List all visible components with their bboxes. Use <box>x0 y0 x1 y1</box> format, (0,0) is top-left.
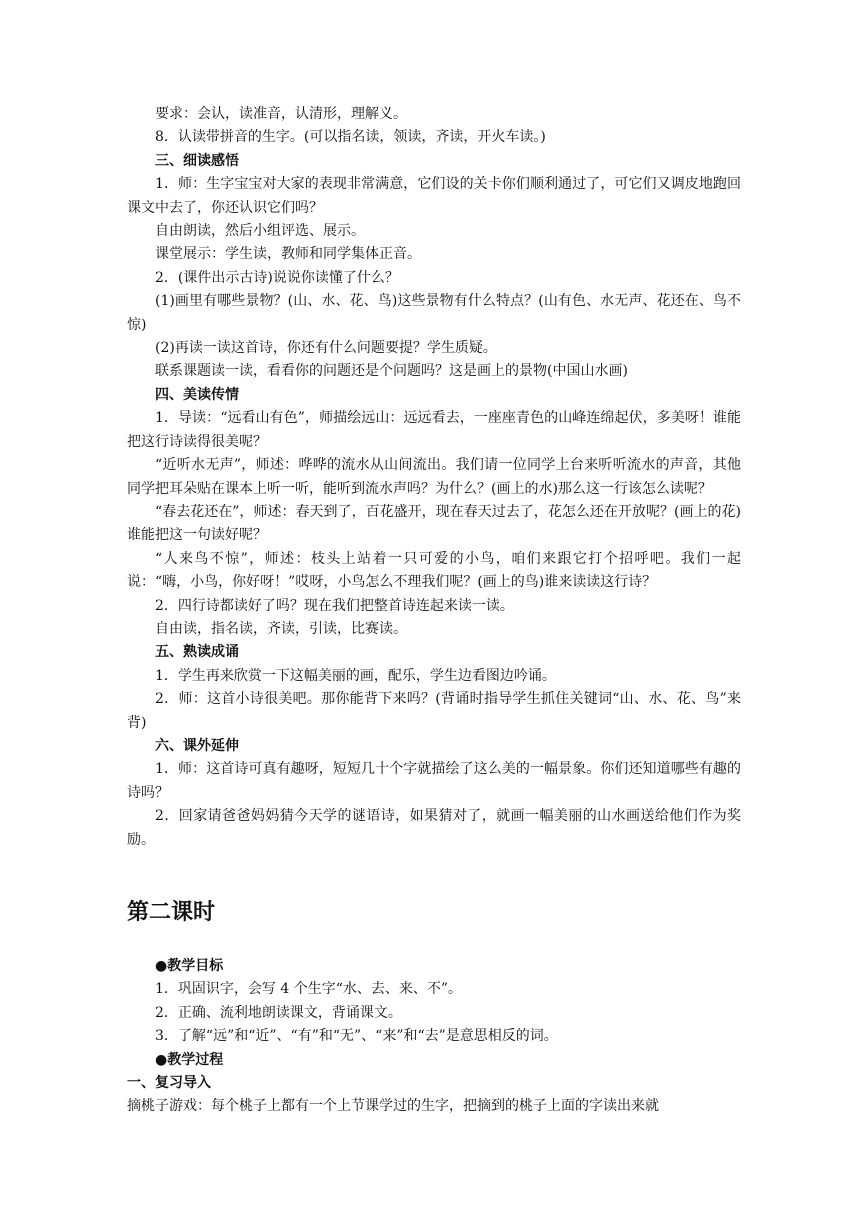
paragraph: “春去花还在”，师述：春天到了，百花盛开，现在春天过去了，花怎么还在开放呢？(画上的花)谁能把这一句读好呢？ <box>127 503 741 544</box>
paragraph: 联系课题读一读，看看你的问题还是个问题吗？这是画上的景物(中国山水画) <box>155 363 628 380</box>
paragraph: “近听水无声”，师述：哗哗的流水从山间流出。我们请一位同学上台来听听流水的声音，其他同学把耳朵贴在课本上听一听，能听到流水声吗？为什么？(画上的水)那么这一行该怎么读呢？ <box>127 457 741 497</box>
paragraph: 1．师：生字宝宝对大家的表现非常满意，它们设的关卡你们顺利通过了，可它们又调皮地跑回课文中去了，你还认识它们吗？ <box>127 176 741 216</box>
paragraph: 自由读，指名读，齐读，引读，比赛读。 <box>155 620 407 637</box>
section-heading: ●教学目标 <box>155 958 224 974</box>
chapter-title: 第二课时 <box>127 900 216 925</box>
paragraph: 3．了解“远”和“近”、“有”和“无”、“来”和“去”是意思相反的词。 <box>155 1028 558 1045</box>
paragraph: 摘桃子游戏：每个桃子上都有一个上节课学过的生字，把摘到的桃子上面的字读出来就 <box>127 1098 659 1115</box>
section-heading: 五、熟读成诵 <box>155 644 239 661</box>
section-heading: 六、课外延伸 <box>155 737 239 754</box>
paragraph: 1．师：这首诗可真有趣呀，短短几十个字就描绘了这么美的一幅景象。你们还知道哪些有趣的诗吗？ <box>127 761 741 801</box>
section-heading: 四、美读传情 <box>155 386 239 403</box>
paragraph: 2．师：这首小诗很美吧。那你能背下来吗？(背诵时指导学生抓住关键词“山、水、花、鸟”来背) <box>127 691 741 731</box>
lesson-plan-section-2 <box>127 955 741 1119</box>
paragraph: 8．认读带拼音的生字。(可以指名读，领读，齐读，开火车读。) <box>155 129 546 146</box>
paragraph: 2．四行诗都读好了吗？现在我们把整首诗连起来读一读。 <box>155 597 514 614</box>
paragraph: 2．正确、流利地朗读课文，背诵课文。 <box>155 1004 402 1021</box>
paragraph: 1．导读：“远看山有色”，师描绘远山：远远看去，一座座青色的山峰连绵起伏，多美呀！谁能把这行诗读得很美呢？ <box>127 410 741 450</box>
paragraph: 1．学生再来欣赏一下这幅美丽的画，配乐，学生边看图边吟诵。 <box>155 667 556 684</box>
paragraph: (1)画里有哪些景物？(山、水、花、鸟)这些景物有什么特点？(山有色、水无声、花还在、鸟不惊) <box>127 293 741 333</box>
paragraph: 2．回家请爸爸妈妈猜今天学的谜语诗，如果猜对了，就画一幅美丽的山水画送给他们作为奖励。 <box>127 808 741 848</box>
paragraph: “人来鸟不惊”，师述：枝头上站着一只可爱的小鸟，咱们来跟它打个招呼吧。我们一起说：“嗨，小鸟，你好呀！”哎呀，小鸟怎么不理我们呢？(画上的鸟)谁来读读这行诗？ <box>127 550 741 591</box>
section-heading: 一、复习导入 <box>127 1075 211 1092</box>
paragraph: 1．巩固识字，会写 4 个生字“水、去、来、不”。 <box>155 981 463 998</box>
section-heading: ●教学过程 <box>155 1051 224 1068</box>
paragraph: 要求：会认，读准音，认清形，理解义。 <box>155 106 407 122</box>
paragraph: 2．(课件出示古诗)说说你读懂了什么？ <box>155 269 399 286</box>
paragraph: 课堂展示：学生读，教师和同学集体正音。 <box>155 246 421 263</box>
lesson-plan-section-1 <box>127 103 741 852</box>
section-heading: 三、细读感悟 <box>155 152 239 169</box>
paragraph: 自由朗读，然后小组评选、展示。 <box>155 223 365 240</box>
paragraph: (2)再读一读这首诗，你还有什么问题要提？学生质疑。 <box>155 340 497 357</box>
